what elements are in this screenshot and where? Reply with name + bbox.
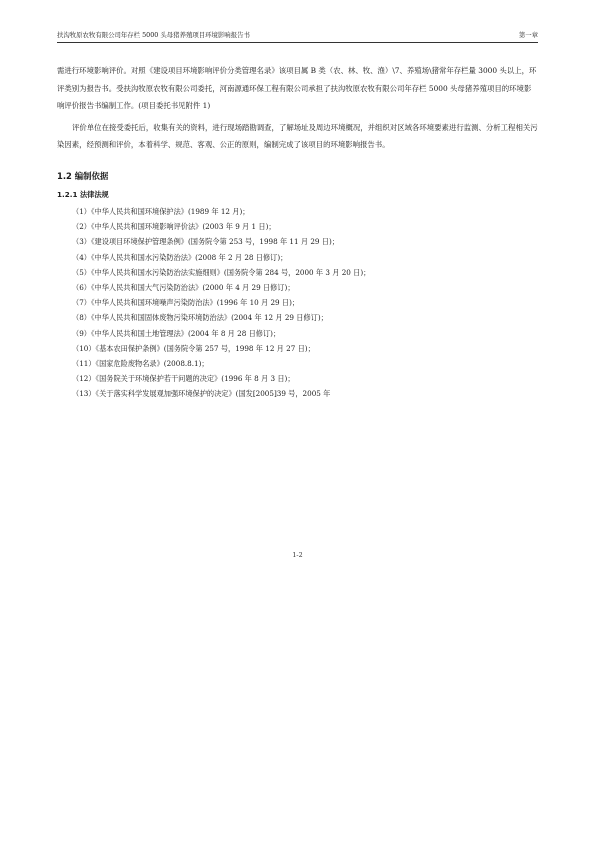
law-item: （2）《中华人民共和国环境影响评价法》(2003 年 9 月 1 日)； [72,222,276,232]
law-item: （4）《中华人民共和国水污染防治法》(2008 年 2 月 28 日修订)； [72,252,288,262]
header-chapter: 第一章 [518,31,538,39]
law-item: （1）《中华人民共和国环境保护法》(1989 年 12 月)； [72,206,250,216]
law-item: （10）《基本农田保护条例》(国务院令第 257 号，1998 年 12 月 27 日)； [72,343,315,353]
law-item: （5）《中华人民共和国水污染防治法实施细则》(国务院令第 284 号，2000 年 3 月 20 日)； [72,267,371,277]
subsection-heading: 1.2.1 法律法规 [57,189,109,199]
law-item: （12）《国务院关于环境保护若干问题的决定》(1996 年 8 月 3 日)； [72,374,295,384]
law-item: （13）《关于落实科学发展观加强环境保护的决定》(国发[2005]39 号，2005 年 [72,389,331,399]
page-header [57,28,538,43]
law-item: （7）《中华人民共和国环境噪声污染防治法》(1996 年 10 月 29 日)； [72,298,300,308]
law-item: （6）《中华人民共和国大气污染防治法》(2000 年 4 月 29 日修订)； [72,282,295,292]
law-item: （8）《中华人民共和国固体废物污染环境防治法》(2004 年 12 月 29 日修订)； [72,313,328,323]
header-document-title: 扶沟牧原农牧有限公司年存栏 5000 头母猪养殖项目环境影响报告书 [57,31,250,39]
intro-paragraph-1: 需进行环境影响评价。对照《建设项目环境影响评价分类管理名录》该项目属 B 类（农、林、牧、渔）\7、养殖场\猪常年存栏量 3000 头以上，环评类别为报告书。受扶沟牧原农牧有限公司委托，河南源通环保工程有限公司承担了扶沟牧原农牧有限公司年存栏 5000 头母猪养殖项目的环境影响评价报告书编制工作。(项目委托书见附件 1) [57,66,537,111]
law-item: （9）《中华人民共和国土地管理法》(2004 年 8 月 28 日修订)； [72,328,281,338]
intro-paragraph-2: 评价单位在接受委托后，收集有关的资料，进行现场踏勘调查，了解场址及周边环境概况，并组织对区域各环境要素进行监测、分析工程相关污染因素，经预测和评价，本着科学、规范、客观、公正的原则，编制完成了该项目的环境影响报告书。 [57,122,538,150]
law-item: （11）《国家危险废物名录》(2008.8.1)； [72,359,209,368]
page-body [57,62,538,402]
section-heading: 1.2 编制依据 [57,170,109,181]
laws-list [57,204,538,402]
page-number: 1-2 [292,551,303,559]
law-item: （3）《建设项目环境保护管理条例》(国务院令第 253 号，1998 年 11 月 29 日)； [72,237,339,247]
